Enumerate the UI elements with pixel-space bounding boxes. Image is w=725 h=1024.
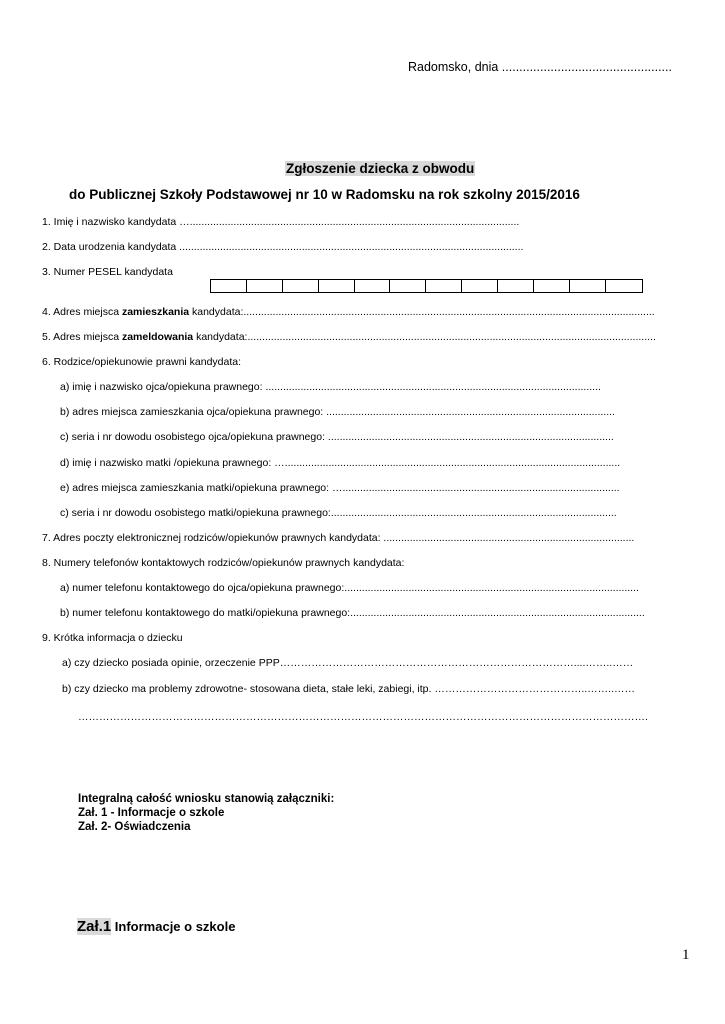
- field-child-health[interactable]: b) czy dziecko ma problemy zdrowotne- stosowana dieta, stałe leki, zabiegi, itp. ……………………………………..……..……: [62, 683, 636, 695]
- field-residence-keyword: zamieszkania: [121, 306, 190, 318]
- field-father-phone[interactable]: a) numer telefonu kontaktowego do ojca/opiekuna prawnego:.....................................................................................................: [60, 582, 639, 594]
- pesel-cell[interactable]: [319, 280, 355, 292]
- field-father-id[interactable]: c) seria i nr dowodu osobistego ojca/opiekuna prawnego: ..................................................................................................: [60, 431, 614, 443]
- annex-title: Informacje o szkole: [111, 919, 236, 934]
- field-mother-id[interactable]: c) seria i nr dowodu osobistego matki/opiekuna prawnego:..................................................................................................: [60, 507, 617, 519]
- pesel-cell[interactable]: [570, 280, 606, 292]
- field-candidate-name[interactable]: 1. Imię i nazwisko kandydata ….................................................................................................................: [42, 216, 520, 228]
- form-title: Zgłoszenie dziecka z obwodu: [286, 161, 475, 176]
- field-parent-email[interactable]: 7. Adres poczty elektronicznej rodziców/opiekunów prawnych kandydata: ......................................................................................: [42, 532, 635, 544]
- page-number: 1: [682, 947, 690, 963]
- pesel-grid[interactable]: [210, 279, 643, 293]
- field-registration-prefix: 5. Adres miejsca: [42, 331, 122, 343]
- pesel-cell[interactable]: [498, 280, 534, 292]
- section-phones: 8. Numery telefonów kontaktowych rodziców/opiekunów prawnych kandydata:: [42, 557, 405, 569]
- pesel-cell[interactable]: [283, 280, 319, 292]
- pesel-cell[interactable]: [247, 280, 283, 292]
- field-father-name[interactable]: a) imię i nazwisko ojca/opiekuna prawnego: ...................................................................................................................: [60, 381, 601, 393]
- field-child-opinion[interactable]: a) czy dziecko posiada opinie, orzeczenie PPP…………………………………………………………………………....……..……: [62, 657, 634, 669]
- field-mother-address[interactable]: e) adres miejsca zamieszkania matki/opiekuna prawnego: …...............................................................................................: [60, 482, 620, 494]
- pesel-cell[interactable]: [211, 280, 247, 292]
- pesel-cell[interactable]: [534, 280, 570, 292]
- field-mother-name[interactable]: d) imię i nazwisko matki /opiekuna prawnego: …...................................................................................................................: [60, 457, 621, 469]
- pesel-cell[interactable]: [606, 280, 642, 292]
- annex-label: Zał.1: [77, 918, 112, 935]
- field-registration-suffix: kandydata:............................................................................................................................................: [193, 331, 656, 343]
- attachment-item: Zał. 1 - Informacje o szkole: [78, 807, 225, 819]
- field-registration-keyword: zameldowania: [121, 331, 194, 343]
- field-pesel-label: 3. Numer PESEL kandydata: [42, 266, 173, 278]
- pesel-cell[interactable]: [426, 280, 462, 292]
- form-subtitle: do Publicznej Szkoły Podstawowej nr 10 w Radomsku na rok szkolny 2015/2016: [69, 187, 580, 202]
- pesel-cell[interactable]: [390, 280, 426, 292]
- section-parents: 6. Rodzice/opiekunowie prawni kandydata:: [42, 356, 242, 368]
- field-registration-address[interactable]: [42, 331, 656, 343]
- annex-heading: [77, 918, 235, 935]
- section-child-info: 9. Krótka informacja o dziecku: [42, 632, 183, 644]
- pesel-cell[interactable]: [462, 280, 498, 292]
- pesel-cell[interactable]: [355, 280, 391, 292]
- field-mother-phone[interactable]: b) numer telefonu kontaktowego do matki/opiekuna prawnego:.....................................................................................................: [60, 607, 645, 619]
- attachments-intro: Integralną całość wniosku stanowią załączniki:: [78, 793, 335, 805]
- attachment-item: Zał. 2- Oświadczenia: [78, 821, 191, 833]
- field-child-health-cont[interactable]: ……………………………………………………………………………………………………………………………………………….: [78, 711, 648, 723]
- place-date-line[interactable]: Radomsko, dnia .................................................: [408, 60, 672, 74]
- field-residence-prefix: 4. Adres miejsca: [42, 306, 122, 318]
- field-birth-date[interactable]: 2. Data urodzenia kandydata ......................................................................................................................: [42, 241, 524, 253]
- field-residence-address[interactable]: [42, 306, 655, 318]
- field-father-address[interactable]: b) adres miejsca zamieszkania ojca/opiekuna prawnego: ...................................................................................................: [60, 406, 615, 418]
- field-residence-suffix: kandydata:.............................................................................................................................................: [189, 306, 655, 318]
